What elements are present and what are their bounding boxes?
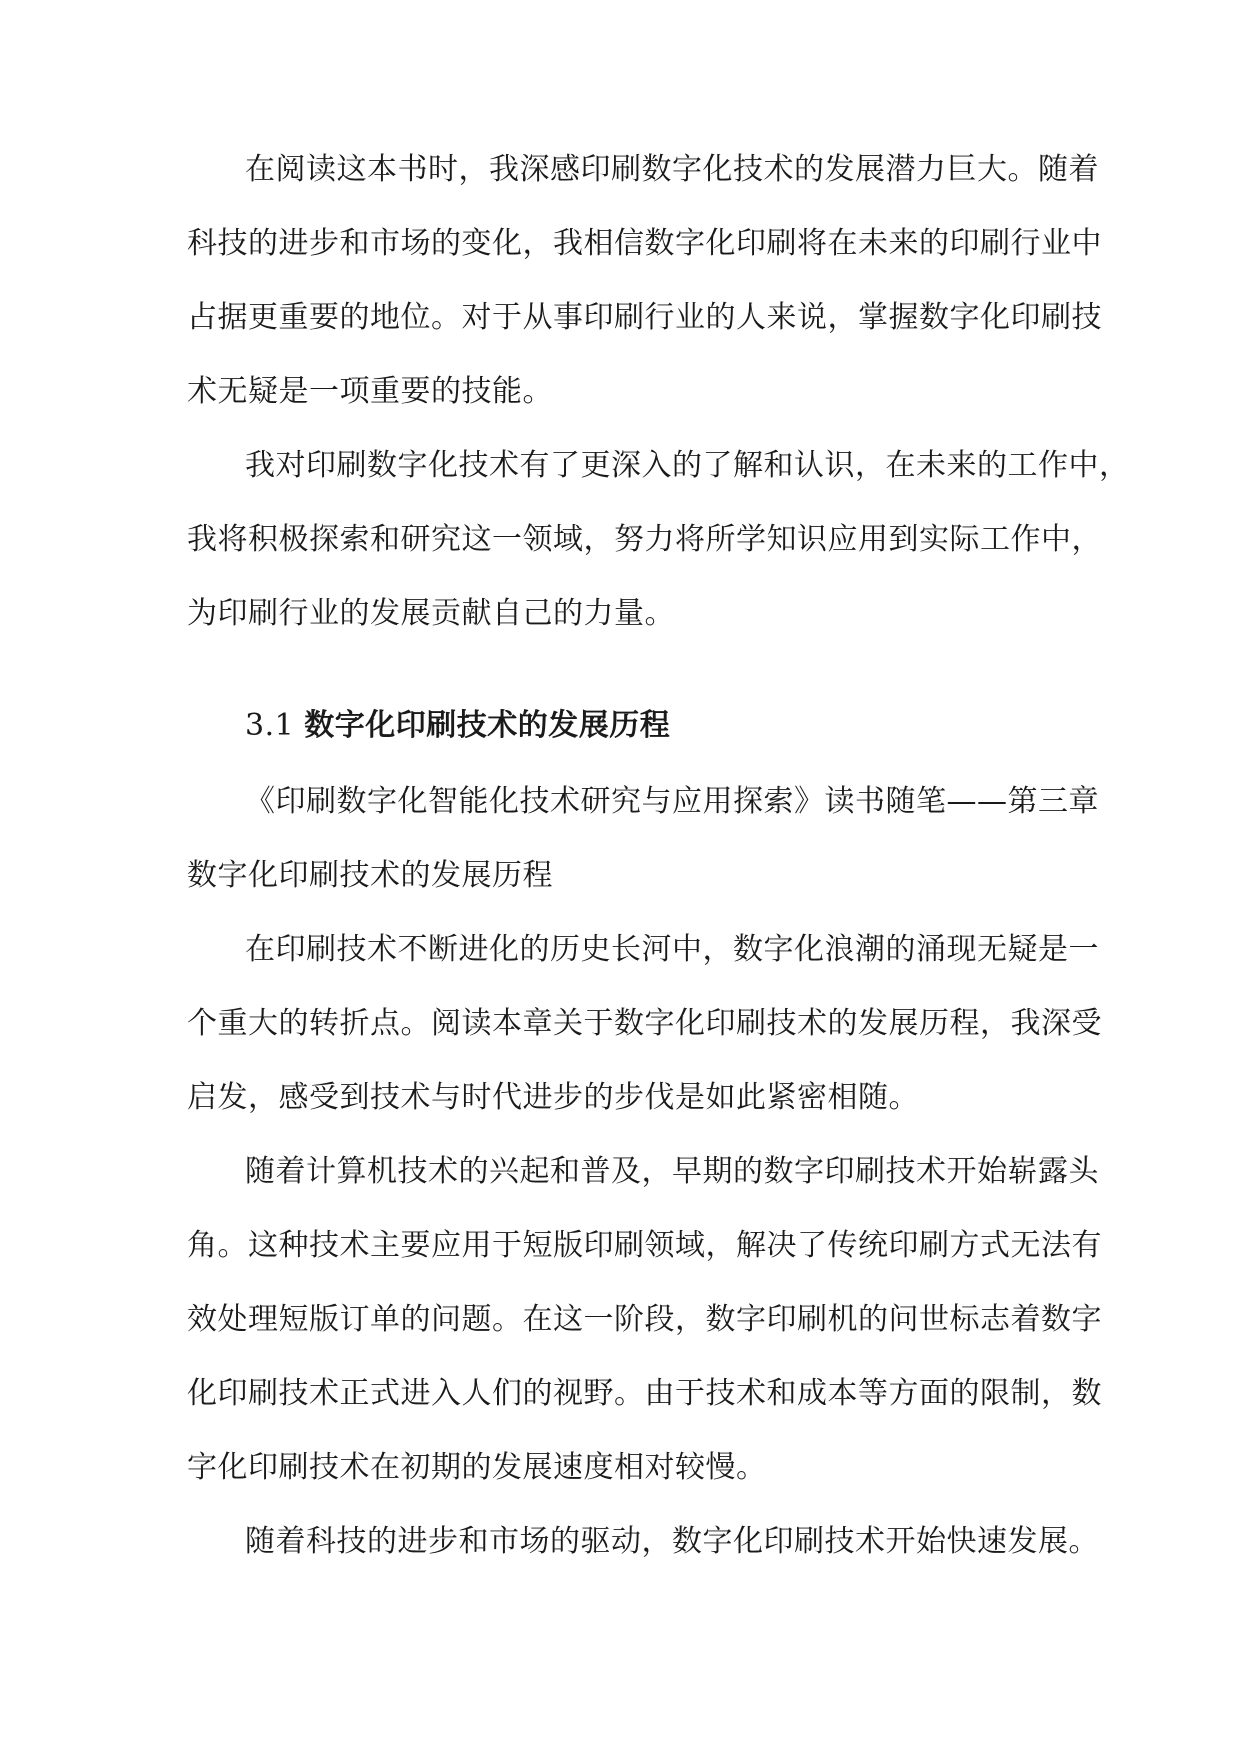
paragraph-4-line-2: 个重大的转折点。阅读本章关于数字化印刷技术的发展历程，我深受 bbox=[187, 1006, 1102, 1041]
section-number: 3.1 bbox=[245, 708, 295, 743]
paragraph-4-line-1: 在印刷技术不断进化的历史长河中，数字化浪潮的涌现无疑是一 bbox=[245, 932, 1099, 967]
paragraph-5-line-1: 随着计算机技术的兴起和普及，早期的数字印刷技术开始崭露头 bbox=[245, 1154, 1099, 1189]
paragraph-2-line-2: 我将积极探索和研究这一领域，努力将所学知识应用到实际工作中， bbox=[187, 522, 1102, 557]
section-heading bbox=[245, 706, 670, 746]
paragraph-5-line-2: 角。这种技术主要应用于短版印刷领域，解决了传统印刷方式无法有 bbox=[187, 1228, 1102, 1263]
paragraph-3-line-2: 数字化印刷技术的发展历程 bbox=[187, 858, 553, 893]
paragraph-2-line-3: 为印刷行业的发展贡献自己的力量。 bbox=[187, 596, 675, 631]
paragraph-5-line-3: 效处理短版订单的问题。在这一阶段，数字印刷机的问世标志着数字 bbox=[187, 1302, 1102, 1337]
paragraph-1-line-4: 术无疑是一项重要的技能。 bbox=[187, 374, 553, 409]
paragraph-1-line-3: 占据更重要的地位。对于从事印刷行业的人来说，掌握数字化印刷技 bbox=[187, 300, 1102, 335]
paragraph-5-line-5: 字化印刷技术在初期的发展速度相对较慢。 bbox=[187, 1450, 767, 1485]
paragraph-1-line-1: 在阅读这本书时，我深感印刷数字化技术的发展潜力巨大。随着 bbox=[245, 152, 1099, 187]
paragraph-6-line-1: 随着科技的进步和市场的驱动，数字化印刷技术开始快速发展。 bbox=[245, 1524, 1099, 1559]
section-title: 数字化印刷技术的发展历程 bbox=[304, 708, 671, 743]
paragraph-4-line-3: 启发，感受到技术与时代进步的步伐是如此紧密相随。 bbox=[187, 1080, 919, 1115]
paragraph-5-line-4: 化印刷技术正式进入人们的视野。由于技术和成本等方面的限制，数 bbox=[187, 1376, 1102, 1411]
paragraph-3-line-1: 《印刷数字化智能化技术研究与应用探索》读书随笔——第三章 bbox=[245, 784, 1099, 819]
paragraph-1-line-2: 科技的进步和市场的变化，我相信数字化印刷将在未来的印刷行业中 bbox=[187, 226, 1102, 261]
paragraph-2-line-1: 我对印刷数字化技术有了更深入的了解和认识，在未来的工作中， bbox=[245, 448, 1130, 483]
